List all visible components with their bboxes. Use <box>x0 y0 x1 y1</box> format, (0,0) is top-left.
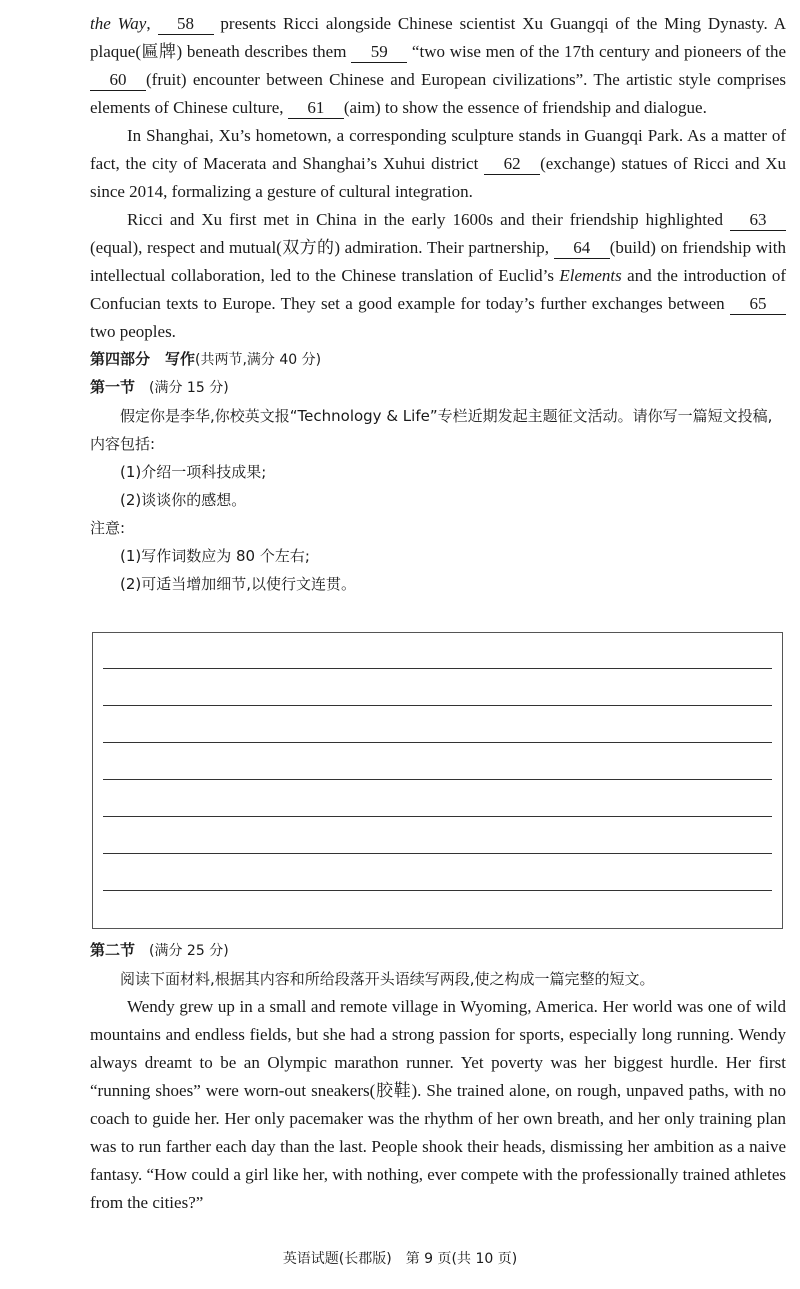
section2-title: 第二节 <box>90 941 136 959</box>
section2-instruction: 阅读下面材料,根据其内容和所给段落开头语续写两段,使之构成一篇完整的短文。 <box>120 970 655 988</box>
note-label: 注意: <box>90 519 126 537</box>
text: (exchange) statues of Ricci and Xu since 2014, formalizing a gesture of cultural integration. <box>90 154 786 201</box>
text: In Shanghai, Xu’s hometown, a corresponding sculpture stands in Guangqi Park. As a matter of fact, the city of Macerata and Shanghai’s Xuhui district <box>90 126 786 173</box>
writing-line[interactable] <box>103 853 772 854</box>
note-2: (2)可适当增加细节,以使行文连贯。 <box>120 575 357 593</box>
writing-line[interactable] <box>103 668 772 669</box>
text: (build) on friendship with intellectual collaboration, led to the Chinese translation of Euclid’s <box>90 238 787 285</box>
note-1: (1)写作词数应为 80 个左右; <box>120 547 310 565</box>
text: Ricci and Xu first met in China in the early 1600s and their friendship highlighted <box>127 210 730 229</box>
part4-heading <box>90 346 786 374</box>
section1-title: 第一节 <box>90 378 136 396</box>
text: “two wise men of the 17th century and pioneers of the <box>407 42 787 61</box>
section2 <box>90 937 786 1217</box>
page-footer: 英语试题(长郡版) 第 9 页(共 10 页) <box>282 1251 518 1267</box>
section1-item-1: (1)介绍一项科技成果; <box>120 463 267 481</box>
blank-63[interactable]: 63 <box>730 210 786 231</box>
title-italic: the Way <box>90 14 147 33</box>
text: two peoples. <box>90 322 176 341</box>
passage <box>90 10 786 598</box>
part4-score: (共两节,满分 40 分) <box>195 352 322 368</box>
blank-61[interactable]: 61 <box>288 98 344 119</box>
book-title: Elements <box>559 266 622 285</box>
text: presents Ricci alongside Chinese scientist Xu Guangqi of the Ming Dynasty. A plaque(匾牌) beneath describes them <box>90 14 786 61</box>
blank-62[interactable]: 62 <box>484 154 540 175</box>
blank-58[interactable]: 58 <box>158 14 214 35</box>
section1-item-2: (2)谈谈你的感想。 <box>120 491 247 509</box>
section1-prompt: 假定你是李华,你校英文报“Technology & Life”专栏近期发起主题征文活动。请你写一篇短文投稿,内容包括: <box>90 407 773 453</box>
text: , <box>146 14 151 33</box>
story-paragraph: Wendy grew up in a small and remote village in Wyoming, America. Her world was one of wild mountains and endless fields, but she had a strong passion for sports, especially long running. Wendy always dreamt to be an Olympic marathon runner. Yet poverty was her biggest hurdle. Her first “running shoes” were worn-out sneakers(胶鞋). She trained alone, on rough, unpaved paths, with no coach to guide her. Her only pacemaker was the rhythm of her own breath, and her only training plan was to run farther each day than the last. People shook their heads, dismissing her ambition as a naive fantasy. “How could a girl like her, with nothing, ever compete with the professionally trained athletes from the cities?” <box>90 997 786 1212</box>
blank-64[interactable]: 64 <box>554 238 610 259</box>
passage-paragraph-1 <box>90 10 786 122</box>
text: (equal), respect and mutual(双方的) admiration. Their partnership, <box>90 238 554 257</box>
passage-paragraph-2 <box>90 122 786 206</box>
text: and the introduction of Confucian texts to Europe. They set a good example for today’s further exchanges between <box>90 266 786 313</box>
writing-line[interactable] <box>103 705 772 706</box>
part4-title: 第四部分 写作 <box>90 350 196 368</box>
passage-paragraph-3 <box>90 206 786 346</box>
writing-answer-box[interactable] <box>92 632 783 929</box>
blank-60[interactable]: 60 <box>90 70 146 91</box>
writing-line[interactable] <box>103 742 772 743</box>
section1-score: (满分 15 分) <box>135 380 229 396</box>
writing-line[interactable] <box>103 816 772 817</box>
blank-59[interactable]: 59 <box>351 42 407 63</box>
text: (fruit) encounter between Chinese and European civilizations”. The artistic style comprises elements of Chinese culture, <box>90 70 786 117</box>
writing-line[interactable] <box>103 779 772 780</box>
text: (aim) to show the essence of friendship and dialogue. <box>343 98 707 117</box>
section2-score: (满分 25 分) <box>135 943 229 959</box>
writing-line[interactable] <box>103 890 772 891</box>
blank-65[interactable]: 65 <box>730 294 786 315</box>
section1-heading <box>90 374 786 402</box>
section2-heading <box>90 937 786 965</box>
